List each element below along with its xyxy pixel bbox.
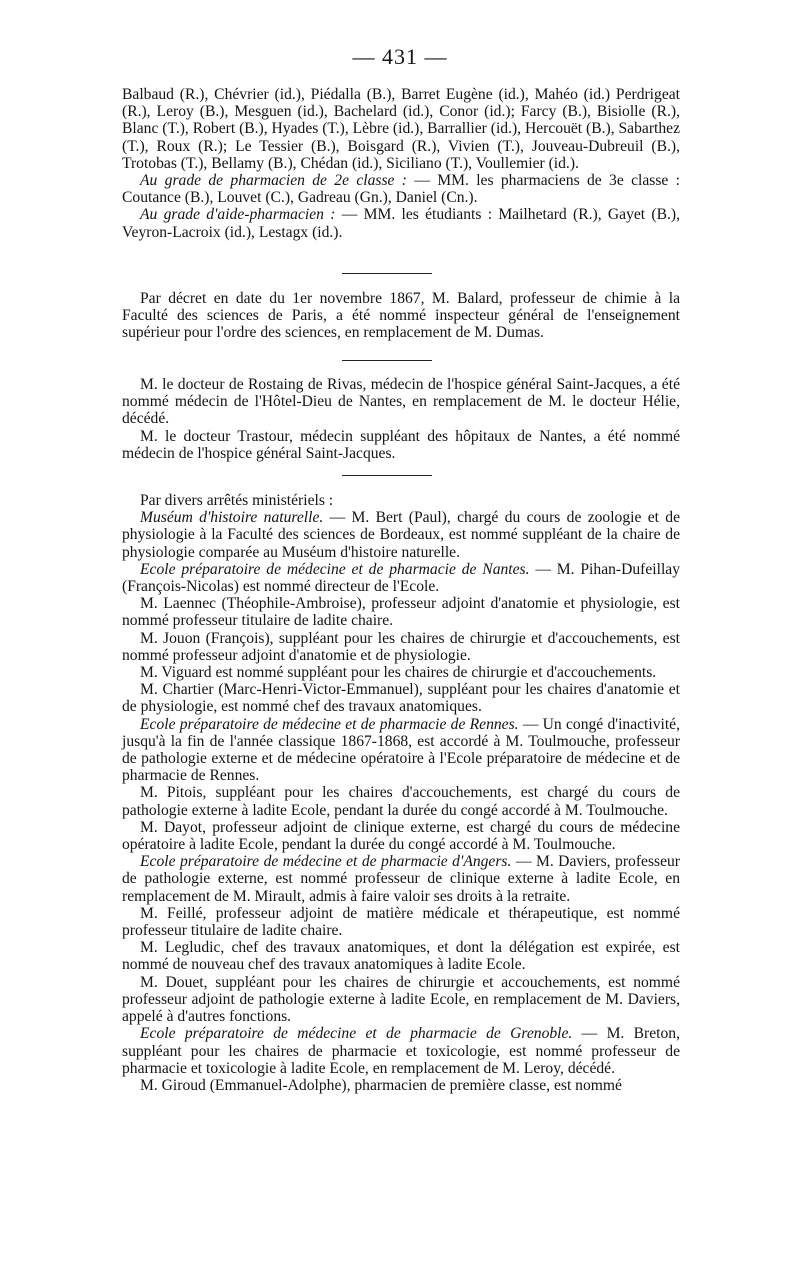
museum-heading: Muséum d'histoire naturelle.	[140, 509, 324, 527]
pharmacist-2nd-class-heading: Au grade de pharmacien de 2e classe :	[140, 172, 407, 190]
giroud-paragraph: M. Giroud (Emmanuel-Adolphe), pharmacien de première classe, est nommé	[140, 1076, 622, 1094]
balard-paragraph: Par décret en date du 1er novembre 1867, M. Balard, professeur de chimie à la Faculté des sciences de Paris, a été nommé inspecteur général de l'enseignement supérieur pour l'ordre des sciences, en remplacement de M. Dumas.	[122, 290, 680, 342]
nantes-school-heading: Ecole préparatoire de médecine et de pharmacie de Nantes.	[140, 560, 530, 578]
aide-pharmacist-text: — MM. les étudiants : Mailhetard (R.), Gayet (B.), Veyron-Lacroix (id.), Lestagx (id.).	[122, 206, 680, 241]
dayot-paragraph: M. Dayot, professeur adjoint de clinique externe, est chargé du cours de médecine opératoire à ladite Ecole, pendant la durée du congé accordé à M. Toulmouche.	[122, 818, 680, 854]
rennes-school-heading: Ecole préparatoire de médecine et de pharmacie de Rennes.	[140, 715, 519, 733]
pharmacist-2nd-class-paragraph	[122, 172, 680, 206]
laennec-paragraph: M. Laennec (Théophile-Ambroise), professeur adjoint d'anatomie et physiologie, est nommé professeur titulaire de ladite chaire.	[122, 595, 680, 630]
ministerial-orders-section	[122, 492, 680, 1094]
promotions-section	[122, 86, 680, 241]
angers-school-paragraph	[122, 853, 680, 905]
aide-pharmacist-heading: Au grade d'aide-pharmacien :	[140, 206, 336, 224]
chartier-paragraph: M. Chartier (Marc-Henri-Victor-Emmanuel), suppléant pour les chaires d'anatomie et de physiologie, est nommé chef des travaux anatomiques.	[122, 681, 680, 716]
nantes-school-paragraph	[122, 561, 680, 595]
trastour-paragraph: M. le docteur Trastour, médecin suppléant des hôpitaux de Nantes, a été nommé médecin de l'hospice général Saint-Jacques.	[122, 427, 680, 462]
legludic-paragraph: M. Legludic, chef des travaux anatomiques, et dont la délégation est expirée, est nommé de nouveau chef des travaux anatomiques à ladite Ecole.	[122, 939, 680, 974]
angers-school-text: — M. Daviers, professeur de pathologie externe, est nommé professeur de clinique externe à ladite Ecole, en remplacement de M. Mirault, admis à faire valoir ses droits à la retraite.	[122, 853, 681, 905]
rennes-school-text: — Un congé d'inactivité, jusqu'à la fin de l'année classique 1867-1868, est accordé à M. Toulmouche, professeur de pathologie externe et de médecine opératoire à l'Ecole préparatoire de médecine et de pharmacie de Rennes.	[122, 715, 680, 785]
section-divider	[342, 475, 432, 476]
page-number: — 431 —	[352, 44, 448, 69]
nantes-school-text: — M. Pihan-Dufeillay (François-Nicolas) est nommé directeur de l'Ecole.	[122, 560, 680, 596]
rostaing-paragraph: M. le docteur de Rostaing de Rivas, médecin de l'hospice général Saint-Jacques, a été nommé médecin de l'Hôtel-Dieu de Nantes, en remplacement de M. le docteur Hélie, décédé.	[122, 376, 680, 428]
grenoble-school-text: — M. Breton, suppléant pour les chaires de pharmacie et toxicologie, est nommé professeur de pharmacie et toxicologie à ladite Ecole, en remplacement de M. Leroy, décédé.	[122, 1025, 680, 1077]
museum-text: — M. Bert (Paul), chargé du cours de zoologie et de physiologie à la Faculté des sciences de Bordeaux, est nommé suppléant de la chaire de physiologie comparée au Muséum d'histoire naturelle.	[122, 509, 681, 561]
grenoble-school-heading: Ecole préparatoire de médecine et de pharmacie de Grenoble.	[140, 1025, 573, 1043]
section-divider	[342, 360, 432, 361]
nantes-hospital-section	[122, 376, 680, 462]
feille-paragraph: M. Feillé, professeur adjoint de matière médicale et thérapeutique, est nommé professeur titulaire de ladite chaire.	[122, 904, 680, 940]
angers-school-heading: Ecole préparatoire de médecine et de pharmacie d'Angers.	[140, 853, 512, 871]
pitois-paragraph: M. Pitois, suppléant pour les chaires d'accouchements, est chargé du cours de pathologie externe à ladite Ecole, pendant la durée du congé accordé à M. Toulmouche.	[122, 784, 680, 819]
museum-paragraph	[122, 509, 680, 561]
balard-decree-section	[122, 290, 680, 342]
grenoble-school-paragraph	[122, 1025, 680, 1077]
section-divider	[342, 273, 432, 274]
promotion-names-paragraph: Balbaud (R.), Chévrier (id.), Piédalla (B.), Barret Eugène (id.), Mahéo (id.) Perdrigeat (R.), Leroy (B.), Mesguen (id.), Bachelard (id.), Conor (id.); Farcy (B.), Bisiolle (R.), Blanc (T.), Robert (B.), Hyades (T.), Lèbre (id.), Barrallier (id.), Hercouët (B.), Sabarthez (T.), Roux (R.); Le Tessier (B.), Boisgard (R.), Vivien (T.), Jouveau-Dubreuil (B.), Trotobas (T.), Bellamy (B.), Chédan (id.), Siciliano (T.), Voullemier (id.).	[122, 86, 680, 172]
jouon-paragraph: M. Jouon (François), suppléant pour les chaires de chirurgie et d'accouchements, est nommé professeur adjoint d'anatomie et de physiologie.	[122, 629, 680, 664]
douet-paragraph: M. Douet, suppléant pour les chaires de chirurgie et accouchements, est nommé professeur adjoint de pathologie externe à ladite Ecole, en remplacement de M. Daviers, appelé à d'autres fonctions.	[122, 973, 680, 1026]
rennes-school-paragraph	[122, 716, 680, 785]
viguard-paragraph: M. Viguard est nommé suppléant pour les chaires de chirurgie et d'accouchements.	[140, 664, 657, 682]
aide-pharmacist-paragraph	[122, 206, 680, 240]
orders-intro: Par divers arrêtés ministériels :	[140, 492, 334, 509]
pharmacist-2nd-class-text: — MM. les pharmaciens de 3e classe : Coutance (B.), Louvet (C.), Gadreau (Gn.), Daniel (Cn.).	[122, 172, 680, 207]
